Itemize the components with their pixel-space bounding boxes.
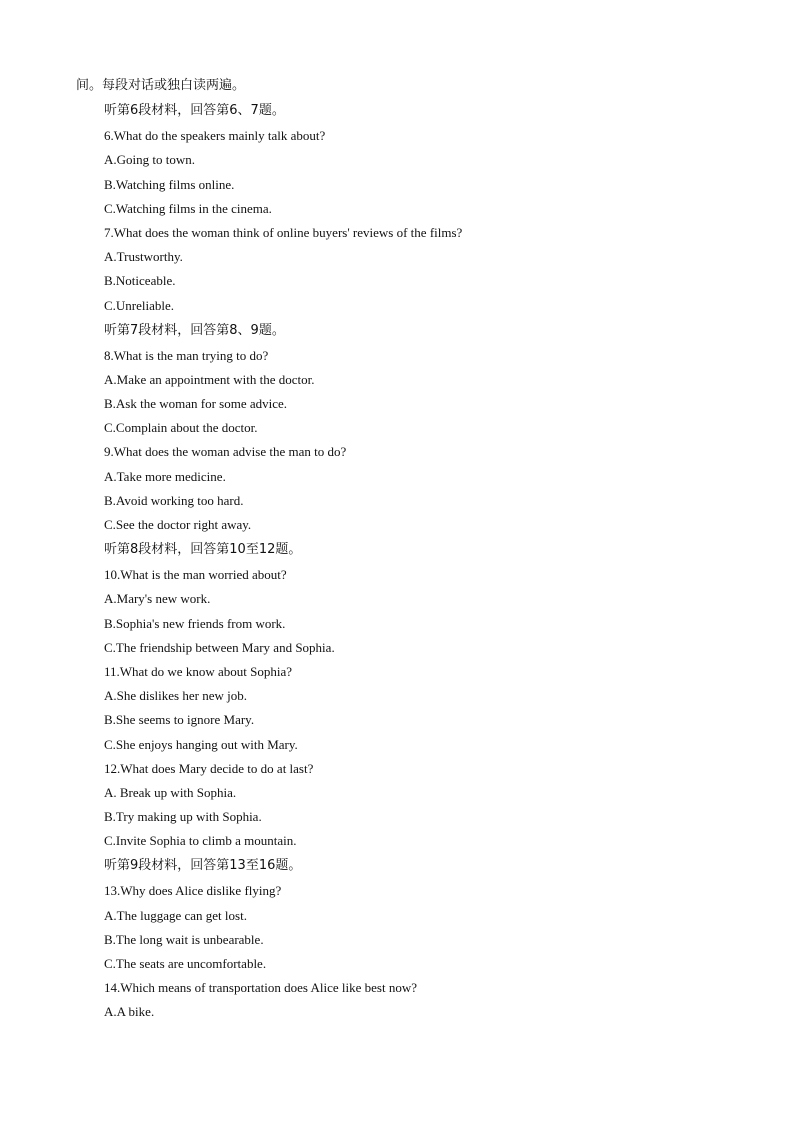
answer-option: B.Ask the woman for some advice. bbox=[104, 396, 288, 412]
question-text: 11.What do we know about Sophia? bbox=[104, 663, 292, 679]
answer-option: A.Going to town. bbox=[104, 152, 195, 168]
answer-option: C.See the doctor right away. bbox=[104, 517, 252, 532]
answer-option: C.The seats are uncomfortable. bbox=[104, 956, 267, 971]
question-text: 10.What is the man worried about? bbox=[104, 567, 287, 583]
answer-option: B.The long wait is unbearable. bbox=[104, 931, 264, 947]
section-heading: 听第7段材料，回答第8、9题。 bbox=[104, 322, 285, 338]
answer-option: A.Take more medicine. bbox=[104, 468, 226, 484]
answer-option: A.Mary's new work. bbox=[104, 591, 211, 607]
answer-option: B.Noticeable. bbox=[104, 273, 176, 289]
question-text: 9.What does the woman advise the man to do? bbox=[104, 444, 347, 460]
question-text: 7.What does the woman think of online buyers' reviews of the films? bbox=[104, 224, 463, 240]
answer-option: A.A bike. bbox=[104, 1004, 155, 1020]
section-heading: 听第8段材料，回答第10至12题。 bbox=[104, 542, 302, 558]
question-text: 13.Why does Alice dislike flying? bbox=[104, 883, 282, 899]
answer-option: A. Break up with Sophia. bbox=[104, 784, 237, 800]
answer-option: A.Make an appointment with the doctor. bbox=[104, 371, 315, 387]
answer-option: B.Try making up with Sophia. bbox=[104, 809, 262, 825]
intro-text: 间。每段对话或独白读两遍。 bbox=[76, 78, 246, 93]
answer-option: C.Watching films in the cinema. bbox=[104, 200, 272, 216]
document-page bbox=[0, 74, 794, 1025]
answer-option: B.Sophia's new friends from work. bbox=[104, 615, 286, 631]
answer-option: B.Avoid working too hard. bbox=[104, 492, 244, 508]
question-text: 12.What does Mary decide to do at last? bbox=[104, 760, 314, 776]
section-heading: 听第6段材料，回答第6、7题。 bbox=[104, 103, 285, 119]
answer-option: B.Watching films online. bbox=[104, 176, 235, 192]
answer-option: A.She dislikes her new job. bbox=[104, 688, 247, 704]
sections-container bbox=[0, 98, 794, 1024]
answer-option: A.Trustworthy. bbox=[104, 249, 183, 265]
answer-option: C.Unreliable. bbox=[104, 297, 175, 313]
question-text: 8.What is the man trying to do? bbox=[104, 347, 269, 363]
answer-option: A.The luggage can get lost. bbox=[104, 907, 247, 923]
answer-option: C.She enjoys hanging out with Mary. bbox=[104, 736, 298, 752]
question-text: 14.Which means of transportation does Alice like best now? bbox=[104, 980, 418, 996]
answer-option: C.Invite Sophia to climb a mountain. bbox=[104, 833, 297, 849]
answer-option: C.The friendship between Mary and Sophia. bbox=[104, 639, 335, 655]
answer-option: C.Complain about the doctor. bbox=[104, 420, 258, 436]
section-heading: 听第9段材料，回答第13至16题。 bbox=[104, 858, 302, 874]
answer-option: B.She seems to ignore Mary. bbox=[104, 712, 255, 728]
question-text: 6.What do the speakers mainly talk about? bbox=[104, 128, 326, 144]
